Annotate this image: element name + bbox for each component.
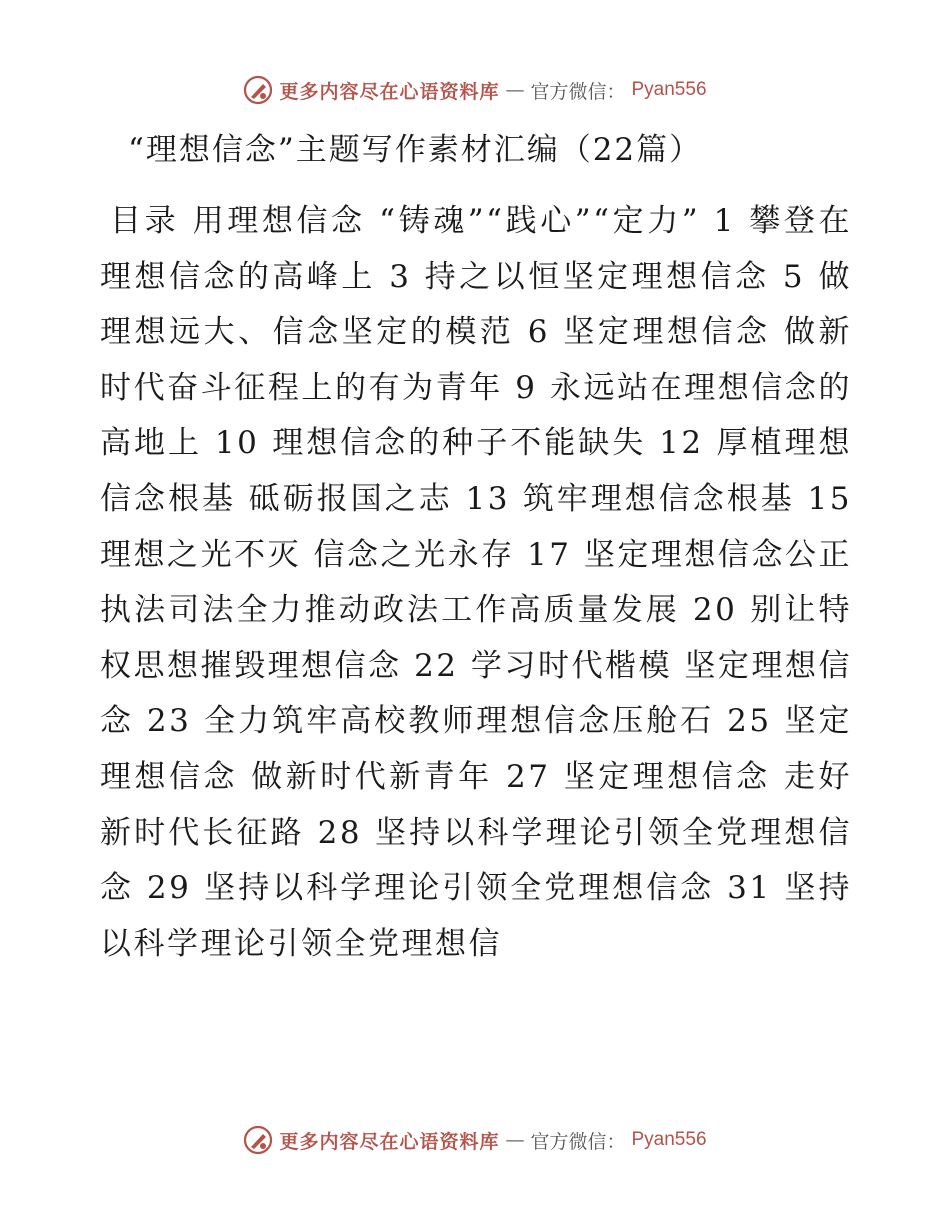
banner-wechat-id: Pyan556 (631, 79, 707, 100)
header-banner (0, 70, 950, 110)
quill-seal-logo-icon (243, 75, 273, 105)
banner-brand-text: 更多内容尽在心语资料库 (279, 80, 500, 103)
banner-separator: — (505, 79, 525, 101)
footer-banner (0, 1120, 950, 1160)
banner-wechat-label: 官方微信： (530, 80, 626, 103)
banner-brand-text: 更多内容尽在心语资料库 (279, 1130, 500, 1153)
banner-separator: — (505, 1129, 525, 1151)
banner-wechat-id: Pyan556 (631, 1129, 707, 1150)
quill-seal-logo-icon (243, 1125, 273, 1155)
document-title: “理想信念”主题写作素材汇编（22篇） (128, 132, 703, 168)
table-of-contents-text: 目录 用理想信念 “铸魂”“践心”“定力” 1 攀登在理想信念的高峰上 3 持之以恒坚定理想信念 5 做理想远大、信念坚定的模范 6 坚定理想信念 做新时代奋斗征程上的有为青年 9 永远站在理想信念的高地上 10 理想信念的种子不能缺失 12 厚植理想信念根基 砥砺报国之志 13 筑牢理想信念根基 15 理想之光不灭 信念之光永存 17 坚定理想信念公正执法司法全力推动政法工作高质量发展 20 别让特权思想摧毁理想信念 22 学习时代楷模 坚定理想信念 23 全力筑牢高校教师理想信念压舱石 25 坚定理想信念 做新时代新青年 27 坚定理想信念 走好新时代长征路 28 坚持以科学理论引领全党理想信念 29 坚持以科学理论引领全党理想信念 31 坚持以科学理论引领全党理想信 (100, 203, 852, 962)
banner-wechat-label: 官方微信： (530, 1130, 626, 1153)
